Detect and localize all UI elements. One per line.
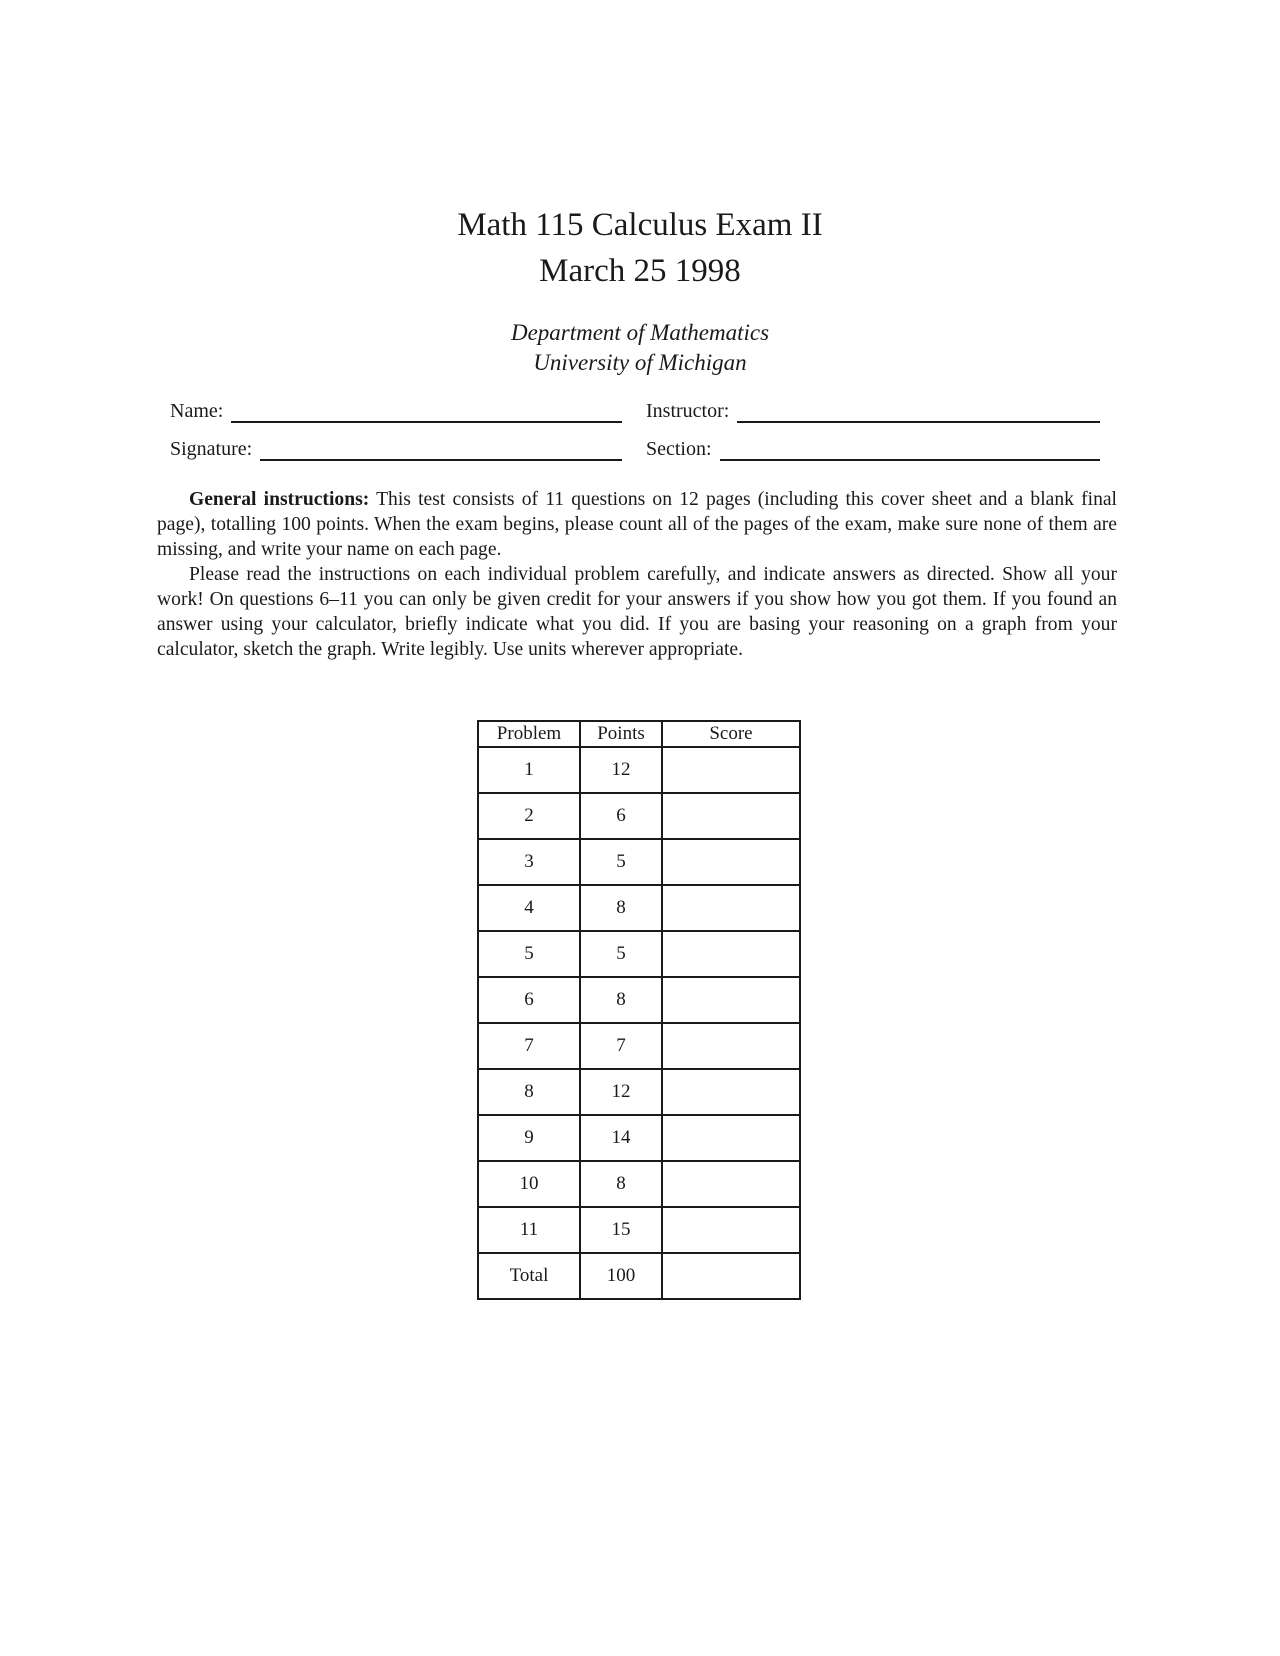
score-cell[interactable] bbox=[662, 931, 800, 977]
name-field[interactable] bbox=[170, 399, 622, 423]
problem-points: 8 bbox=[580, 977, 662, 1023]
problem-number: 9 bbox=[478, 1115, 580, 1161]
score-table-header-row bbox=[478, 721, 800, 747]
problem-number: 4 bbox=[478, 885, 580, 931]
instructions-text-1: This test consists of 11 questions on 12 pages (including this cover sheet and a blank final page), totalling 100 points. When the exam begins, please count all of the pages of the exam, make sure none of them are missing, and write your name on each page. bbox=[157, 489, 1118, 560]
total-row bbox=[478, 1253, 800, 1299]
problem-number: 5 bbox=[478, 931, 580, 977]
problem-points: 5 bbox=[580, 839, 662, 885]
problem-points: 15 bbox=[580, 1207, 662, 1253]
problem-points: 5 bbox=[580, 931, 662, 977]
table-row bbox=[478, 793, 800, 839]
instructions-lead: General instructions: bbox=[189, 489, 370, 510]
problem-points: 8 bbox=[580, 1161, 662, 1207]
total-points: 100 bbox=[580, 1253, 662, 1299]
problem-number: 3 bbox=[478, 839, 580, 885]
score-cell[interactable] bbox=[662, 1161, 800, 1207]
table-row bbox=[478, 885, 800, 931]
problem-points: 7 bbox=[580, 1023, 662, 1069]
section-label: Section: bbox=[646, 438, 712, 460]
table-row bbox=[478, 1207, 800, 1253]
total-score-cell[interactable] bbox=[662, 1253, 800, 1299]
score-cell[interactable] bbox=[662, 747, 800, 793]
table-row bbox=[478, 1161, 800, 1207]
signature-blank-line[interactable] bbox=[260, 445, 622, 461]
table-row bbox=[478, 977, 800, 1023]
score-cell[interactable] bbox=[662, 1069, 800, 1115]
table-row bbox=[478, 1069, 800, 1115]
problem-number: 11 bbox=[478, 1207, 580, 1253]
score-cell[interactable] bbox=[662, 885, 800, 931]
problem-number: 2 bbox=[478, 793, 580, 839]
score-cell[interactable] bbox=[662, 793, 800, 839]
exam-header bbox=[0, 202, 1280, 294]
instructions-paragraph-1 bbox=[157, 487, 1117, 562]
score-cell[interactable] bbox=[662, 1023, 800, 1069]
score-table bbox=[477, 720, 801, 1300]
exam-date: March 25 1998 bbox=[539, 253, 741, 289]
score-cell[interactable] bbox=[662, 977, 800, 1023]
problem-number: 10 bbox=[478, 1161, 580, 1207]
problem-number: 8 bbox=[478, 1069, 580, 1115]
institution-block bbox=[0, 318, 1280, 378]
header-points: Points bbox=[580, 721, 662, 747]
header-problem: Problem bbox=[478, 721, 580, 747]
instructor-field[interactable] bbox=[646, 399, 1100, 423]
table-row bbox=[478, 931, 800, 977]
table-row bbox=[478, 1115, 800, 1161]
name-label: Name: bbox=[170, 400, 224, 422]
instructions-paragraph-2: Please read the instructions on each individual problem carefully, and indicate answers as directed. Show all your work! On questions 6–11 you can only be given credit for your answers if you show how you got them. If you found an answer using your calculator, briefly indicate what you did. If you are basing your reasoning on a graph from your calculator, sketch the graph. Write legibly. Use units wherever appropriate. bbox=[157, 564, 1117, 660]
problem-points: 12 bbox=[580, 747, 662, 793]
exam-title: Math 115 Calculus Exam II bbox=[457, 207, 823, 243]
problem-number: 6 bbox=[478, 977, 580, 1023]
general-instructions bbox=[157, 487, 1117, 662]
header-score: Score bbox=[662, 721, 800, 747]
total-label: Total bbox=[478, 1253, 580, 1299]
problem-points: 14 bbox=[580, 1115, 662, 1161]
signature-label: Signature: bbox=[170, 438, 253, 460]
score-cell[interactable] bbox=[662, 1115, 800, 1161]
problem-number: 1 bbox=[478, 747, 580, 793]
problem-points: 6 bbox=[580, 793, 662, 839]
score-cell[interactable] bbox=[662, 839, 800, 885]
table-row bbox=[478, 1023, 800, 1069]
problem-number: 7 bbox=[478, 1023, 580, 1069]
problem-points: 8 bbox=[580, 885, 662, 931]
table-row bbox=[478, 747, 800, 793]
department-name: Department of Mathematics bbox=[510, 320, 770, 345]
signature-field[interactable] bbox=[170, 437, 622, 461]
section-blank-line[interactable] bbox=[720, 445, 1100, 461]
university-name: University of Michigan bbox=[533, 350, 747, 375]
name-blank-line[interactable] bbox=[231, 407, 622, 423]
instructor-blank-line[interactable] bbox=[737, 407, 1100, 423]
instructor-label: Instructor: bbox=[646, 400, 730, 422]
problem-points: 12 bbox=[580, 1069, 662, 1115]
table-row bbox=[478, 839, 800, 885]
score-cell[interactable] bbox=[662, 1207, 800, 1253]
section-field[interactable] bbox=[646, 437, 1100, 461]
